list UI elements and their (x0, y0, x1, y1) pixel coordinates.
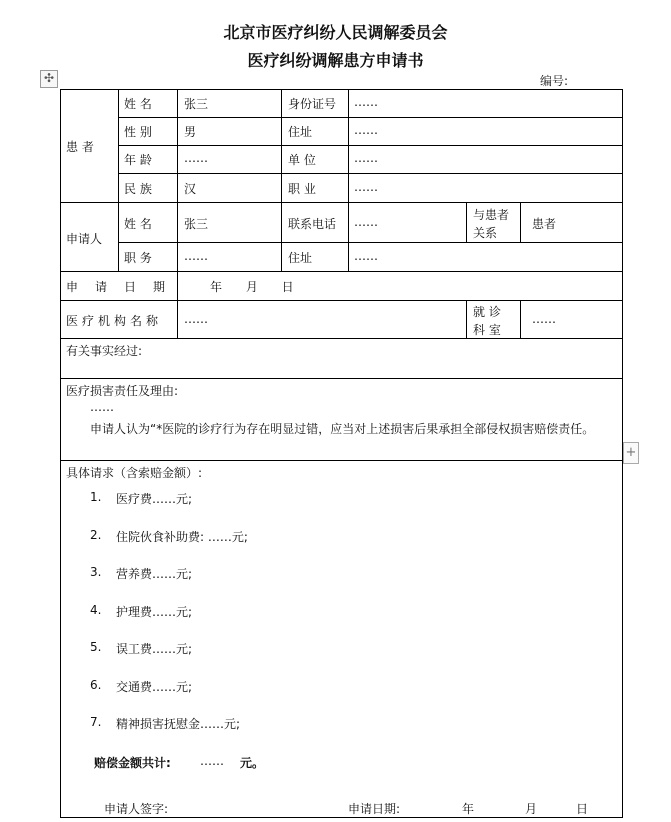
row-divider (118, 145, 623, 146)
request-item-number: 6. (90, 678, 102, 692)
liability-line-2: 申请人认为“*医院的诊疗行为存在明显过错，应当对上述损害后果承担全部侵权损害赔偿责任。 (90, 422, 595, 436)
column-divider (118, 89, 119, 271)
request-item-text: 营养费……元; (116, 567, 193, 581)
patient-address-label: 住址 (288, 125, 313, 139)
request-item-number: 4. (90, 603, 102, 617)
sign-year-label: 年 (462, 802, 475, 816)
column-divider (466, 202, 467, 242)
sign-month-label: 月 (525, 802, 538, 816)
relation-label-line2: 关系 (473, 226, 498, 240)
row-divider (118, 117, 623, 118)
patient-occupation-value: …… (354, 180, 378, 194)
row-divider (118, 242, 623, 243)
table-border-left (60, 89, 61, 817)
column-divider (281, 89, 282, 271)
apply-date-value: 年 月 日 (210, 280, 304, 294)
applicant-position-value: …… (184, 249, 208, 263)
patient-section-label: 患 者 (66, 140, 94, 154)
table-border-bottom (60, 817, 623, 818)
row-divider (60, 202, 623, 203)
row-divider (118, 173, 623, 174)
request-item-text: 医疗费……元; (116, 492, 193, 506)
patient-age-value: …… (184, 151, 208, 165)
table-border-right (622, 89, 623, 817)
column-divider (177, 300, 178, 338)
patient-address-value: …… (354, 123, 378, 137)
patient-id-label: 身份证号 (288, 97, 337, 111)
applicant-address-value: …… (354, 249, 378, 263)
column-divider (520, 202, 521, 242)
applicant-name-value: 张三 (184, 217, 209, 231)
document-number-label: 编号: (540, 74, 569, 88)
facts-label: 有关事实经过: (66, 344, 143, 358)
table-move-handle-icon[interactable]: ✣ (40, 70, 58, 88)
hospital-name-value: …… (184, 312, 208, 326)
patient-age-label: 年 龄 (124, 153, 152, 167)
column-divider (177, 89, 178, 271)
relation-label-line1: 与患者 (473, 208, 510, 222)
row-divider (60, 300, 623, 301)
patient-ethnicity-value: 汉 (184, 182, 197, 196)
applicant-address-label: 住址 (288, 251, 313, 265)
table-border-top (60, 89, 623, 90)
department-label-line1: 就 诊 (473, 305, 501, 319)
patient-unit-value: …… (354, 151, 378, 165)
sign-date-label: 申请日期: (348, 802, 401, 816)
patient-sex-value: 男 (184, 125, 197, 139)
request-item-number: 2. (90, 528, 102, 542)
relation-value: 患者 (532, 217, 557, 231)
row-divider (60, 338, 623, 339)
patient-ethnicity-label: 民 族 (124, 182, 152, 196)
request-item-number: 7. (90, 715, 102, 729)
patient-id-value: …… (354, 95, 378, 109)
request-item-text: 精神损害抚慰金……元; (116, 717, 241, 731)
liability-label: 医疗损害责任及理由: (66, 384, 179, 398)
applicant-section-label: 申请人 (66, 232, 103, 246)
signature-label: 申请人签字: (104, 802, 169, 816)
column-divider (520, 300, 521, 338)
request-item-text: 护理费……元; (116, 605, 193, 619)
applicant-phone-label: 联系电话 (288, 217, 337, 231)
department-value: …… (532, 312, 556, 326)
hospital-name-label: 医疗机构名称 (66, 314, 163, 328)
total-amount-value: …… (200, 754, 224, 768)
patient-sex-label: 性 别 (124, 125, 152, 139)
add-row-handle-icon[interactable]: + (623, 442, 639, 464)
request-item-text: 住院伙食补助费: ……元; (116, 530, 248, 544)
request-item-number: 3. (90, 565, 102, 579)
column-divider (348, 89, 349, 271)
patient-name-value: 张三 (184, 97, 209, 111)
department-label-line2: 科 室 (473, 323, 501, 337)
document-subtitle: 医疗纠纷调解患方申请书 (247, 51, 424, 70)
row-divider (60, 378, 623, 379)
patient-occupation-label: 职 业 (288, 182, 316, 196)
request-item-number: 5. (90, 640, 102, 654)
applicant-position-label: 职 务 (124, 251, 152, 265)
total-amount-unit: 元。 (240, 756, 265, 770)
liability-line-1: …… (90, 400, 114, 414)
row-divider (60, 271, 623, 272)
document-title: 北京市医疗纠纷人民调解委员会 (223, 23, 448, 42)
request-item-text: 交通费……元; (116, 680, 193, 694)
patient-unit-label: 单 位 (288, 153, 316, 167)
total-amount-label: 赔偿金额共计: (94, 756, 171, 770)
apply-date-label: 申请日期 (66, 280, 183, 294)
row-divider (60, 460, 623, 461)
patient-name-label: 姓 名 (124, 97, 152, 111)
request-item-text: 误工费……元; (116, 642, 193, 656)
sign-day-label: 日 (576, 802, 589, 816)
column-divider (466, 300, 467, 338)
applicant-phone-value: …… (354, 215, 378, 229)
request-item-number: 1. (90, 490, 102, 504)
requests-label: 具体请求（含索赔金额）: (66, 466, 203, 480)
applicant-name-label: 姓 名 (124, 217, 152, 231)
